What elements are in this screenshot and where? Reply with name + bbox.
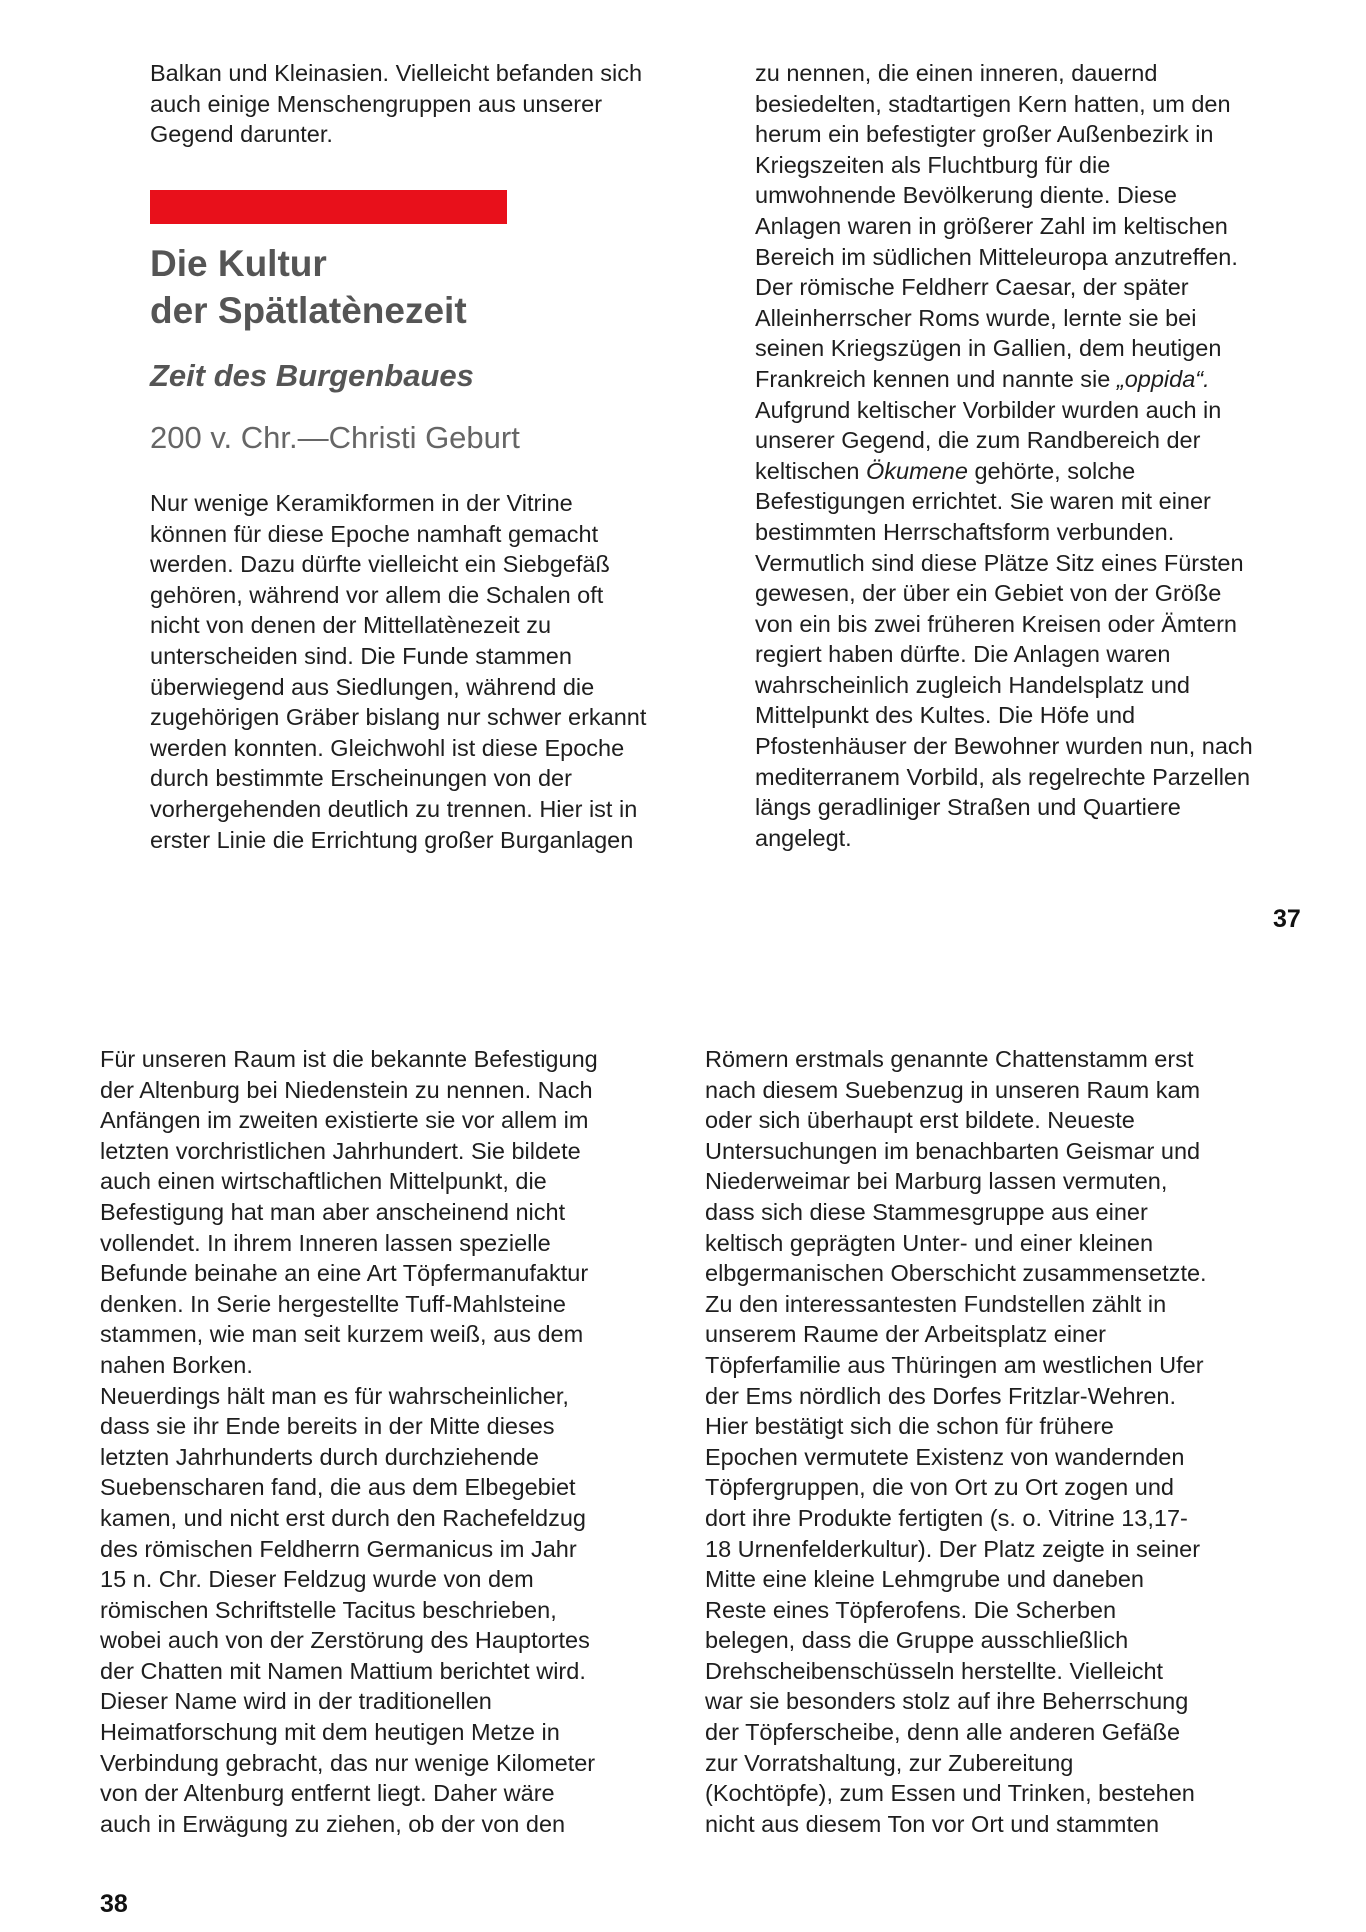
text-line: Pfostenhäuser der Bewohner wurden nun, nach — [755, 733, 1253, 760]
text-line: Untersuchungen im benachbarten Geismar und — [705, 1137, 1201, 1164]
text-line: Töpfergruppen, die von Ort zu Ort zogen und — [705, 1474, 1174, 1501]
oppida-prefix: Frankreich kennen und nannte sie — [755, 365, 1117, 392]
text-line: dass sie ihr Ende bereits in der Mitte dieses — [100, 1413, 555, 1440]
text-line: der Chatten mit Namen Mattium berichtet wird. — [100, 1657, 586, 1684]
text-line: regiert haben dürfte. Die Anlagen waren — [755, 641, 1171, 668]
section-accent-bar — [150, 190, 507, 224]
section-subtitle: Zeit des Burgenbaues — [150, 358, 474, 393]
text-line: seinen Kriegszügen in Gallien, dem heutigen — [755, 335, 1222, 362]
text-line: Neuerdings hält man es für wahrscheinlicher, — [100, 1382, 569, 1409]
text-line: (Kochtöpfe), zum Essen und Trinken, bestehen — [705, 1780, 1195, 1807]
text-line: längs geradliniger Straßen und Quartiere — [755, 794, 1181, 821]
text-line: zur Vorratshaltung, zur Zubereitung — [705, 1749, 1074, 1776]
page-number: 37 — [1273, 905, 1301, 933]
text-line: belegen, dass die Gruppe ausschließlich — [705, 1627, 1129, 1654]
text-line: wahrscheinlich zugleich Handelsplatz und — [755, 671, 1191, 698]
text-line: Vermutlich sind diese Plätze Sitz eines Fürsten — [755, 549, 1244, 576]
date-range: 200 v. Chr.—Christi Geburt — [150, 420, 520, 455]
text-line: unterscheiden sind. Die Funde stammen — [150, 642, 572, 669]
right-column-body — [705, 1044, 1275, 1839]
text-line: Aufgrund keltischer Vorbilder wurden auch in — [755, 396, 1222, 423]
text-line: Für unseren Raum ist die bekannte Befestigung — [100, 1046, 598, 1072]
text-line: Befestigungen errichtet. Sie waren mit einer — [755, 488, 1211, 515]
text-line: können für diese Epoche namhaft gemacht — [150, 520, 599, 547]
text-line: zugehörigen Gräber bislang nur schwer erkannt — [150, 704, 647, 731]
text-line: der Ems nördlich des Dorfes Fritzlar-Wehren. — [705, 1382, 1177, 1409]
text-line: Hier bestätigt sich die schon für frühere — [705, 1413, 1114, 1440]
text-line: nicht von denen der Mittellatènezeit zu — [150, 612, 552, 639]
text-line: dass sich diese Stammesgruppe aus einer — [705, 1198, 1148, 1225]
text-line: unserem Raume der Arbeitsplatz einer — [705, 1321, 1107, 1348]
text-line: werden. Dazu dürfte vielleicht ein Siebgefäß — [150, 551, 610, 578]
text-line: Suebenscharen fand, die aus dem Elbegebiet — [100, 1474, 576, 1501]
text-line: vorhergehenden deutlich zu trennen. Hier ist in — [150, 795, 638, 822]
text-line: Anlagen waren in größerer Zahl im keltischen — [755, 212, 1228, 239]
text-line-oekumene — [755, 456, 1325, 487]
text-line-oppida — [755, 364, 1325, 395]
text-line: der Töpferscheibe, denn alle anderen Gefäße — [705, 1719, 1181, 1746]
text-line: durch bestimmte Erscheinungen von der — [150, 765, 572, 792]
text-line: wobei auch von der Zerstörung des Hauptortes — [100, 1627, 590, 1654]
text-line: umwohnende Bevölkerung diente. Diese — [755, 182, 1177, 209]
text-line: nach diesem Suebenzug in unseren Raum kam — [705, 1076, 1201, 1103]
text-line: war sie besonders stolz auf ihre Beherrschung — [705, 1688, 1189, 1715]
text-line: letzten Jahrhunderts durch durchziehende — [100, 1443, 539, 1470]
text-line: Der römische Feldherr Caesar, der später — [755, 274, 1189, 301]
text-line: 18 Urnenfelderkultur). Der Platz zeigte in seiner — [705, 1535, 1201, 1562]
text-line: gewesen, der über ein Gebiet von der Größe — [755, 580, 1222, 607]
text-line: keltisch geprägten Unter- und einer kleinen — [705, 1229, 1154, 1256]
oekumene-suffix: gehörte, solche — [967, 457, 1136, 484]
text-line: erster Linie die Errichtung großer Burganlagen — [150, 826, 634, 853]
oekumene-prefix: keltischen — [755, 457, 867, 484]
text-line: der Altenburg bei Niedenstein zu nennen. Nach — [100, 1076, 593, 1103]
text-line: Reste eines Töpferofens. Die Scherben — [705, 1596, 1117, 1623]
text-line: auch einige Menschengruppen aus unserer — [150, 90, 603, 117]
text-line: 15 n. Chr. Dieser Feldzug wurde von dem — [100, 1566, 534, 1593]
text-line: römischen Schriftstelle Tacitus beschrieben, — [100, 1596, 557, 1623]
text-line: Töpferfamilie aus Thüringen am westlichen Ufer — [705, 1351, 1204, 1378]
left-column-body — [100, 1044, 670, 1839]
text-line: Gegend darunter. — [150, 121, 333, 148]
text-line: Bereich im südlichen Mitteleuropa anzutreffen. — [755, 243, 1238, 270]
text-line: Römern erstmals genannte Chattenstamm erst — [705, 1046, 1194, 1072]
text-line: stammen, wie man seit kurzem weiß, aus dem — [100, 1321, 584, 1348]
text-line: kamen, und nicht erst durch den Rachefeldzug — [100, 1504, 586, 1531]
title-line-2: der Spätlatènezeit — [150, 290, 467, 331]
text-line: zu nennen, die einen inneren, dauernd — [755, 60, 1158, 86]
text-line: Nur wenige Keramikformen in der Vitrine — [150, 490, 573, 516]
text-line: nahen Borken. — [100, 1351, 253, 1378]
text-line: unserer Gegend, die zum Randbereich der — [755, 427, 1201, 454]
left-column-body — [150, 488, 710, 855]
text-line: werden konnten. Gleichwohl ist diese Epoche — [150, 734, 625, 761]
section-title — [150, 240, 467, 334]
oekumene-term: Ökumene — [866, 457, 968, 484]
text-line: Alleinherrscher Roms wurde, lernte sie bei — [755, 304, 1197, 331]
text-line: gehören, während vor allem die Schalen oft — [150, 581, 604, 608]
text-line: mediterranem Vorbild, als regelrechte Parzellen — [755, 763, 1251, 790]
text-line: angelegt. — [755, 824, 852, 851]
text-line: Mittelpunkt des Kultes. Die Höfe und — [755, 702, 1136, 729]
text-line: Balkan und Kleinasien. Vielleicht befanden sich — [150, 60, 643, 86]
text-line: von ein bis zwei früheren Kreisen oder Ämtern — [755, 610, 1237, 637]
oppida-term: „oppida“. — [1116, 365, 1210, 392]
text-line: Kriegszeiten als Fluchtburg für die — [755, 151, 1111, 178]
text-line: dort ihre Produkte fertigten (s. o. Vitrine 13,17- — [705, 1504, 1188, 1531]
text-line: des römischen Feldherrn Germanicus im Jahr — [100, 1535, 577, 1562]
text-line: Anfängen im zweiten existierte sie vor allem im — [100, 1107, 589, 1134]
text-line: auch in Erwägung zu ziehen, ob der von den — [100, 1810, 566, 1837]
text-line: Befunde beinahe an eine Art Töpfermanufaktur — [100, 1260, 589, 1287]
text-line: Epochen vermutete Existenz von wandernden — [705, 1443, 1185, 1470]
text-line: Verbindung gebracht, das nur wenige Kilometer — [100, 1749, 596, 1776]
text-line: Dieser Name wird in der traditionellen — [100, 1688, 492, 1715]
text-line: Befestigung hat man aber anscheinend nicht — [100, 1198, 566, 1225]
text-line: bestimmten Herrschaftsform verbunden. — [755, 518, 1175, 545]
text-line: auch einen wirtschaftlichen Mittelpunkt, die — [100, 1168, 547, 1195]
text-line: herum ein befestigter großer Außenbezirk in — [755, 121, 1214, 148]
text-line: nicht aus diesem Ton vor Ort und stammten — [705, 1810, 1160, 1837]
text-line: Mitte eine kleine Lehmgrube und daneben — [705, 1566, 1144, 1593]
intro-paragraph — [150, 58, 710, 150]
text-line: denken. In Serie hergestellte Tuff-Mahlsteine — [100, 1290, 566, 1317]
right-column-body — [755, 58, 1325, 853]
text-line: Drehscheibenschüsseln herstellte. Vielleicht — [705, 1657, 1164, 1684]
text-line: oder sich überhaupt erst bildete. Neueste — [705, 1107, 1135, 1134]
text-line: Niederweimar bei Marburg lassen vermuten, — [705, 1168, 1168, 1195]
title-line-1: Die Kultur — [150, 243, 327, 284]
text-line: letzten vorchristlichen Jahrhundert. Sie bildete — [100, 1137, 581, 1164]
text-line: vollendet. In ihrem Inneren lassen spezielle — [100, 1229, 551, 1256]
text-line: überwiegend aus Siedlungen, während die — [150, 673, 595, 700]
page-number: 38 — [100, 1890, 128, 1918]
text-line: Zu den interessantesten Fundstellen zählt in — [705, 1290, 1167, 1317]
text-line: elbgermanischen Oberschicht zusammensetzte. — [705, 1260, 1207, 1287]
text-line: besiedelten, stadtartigen Kern hatten, um den — [755, 90, 1231, 117]
text-line: von der Altenburg entfernt liegt. Daher wäre — [100, 1780, 555, 1807]
text-line: Heimatforschung mit dem heutigen Metze in — [100, 1719, 560, 1746]
